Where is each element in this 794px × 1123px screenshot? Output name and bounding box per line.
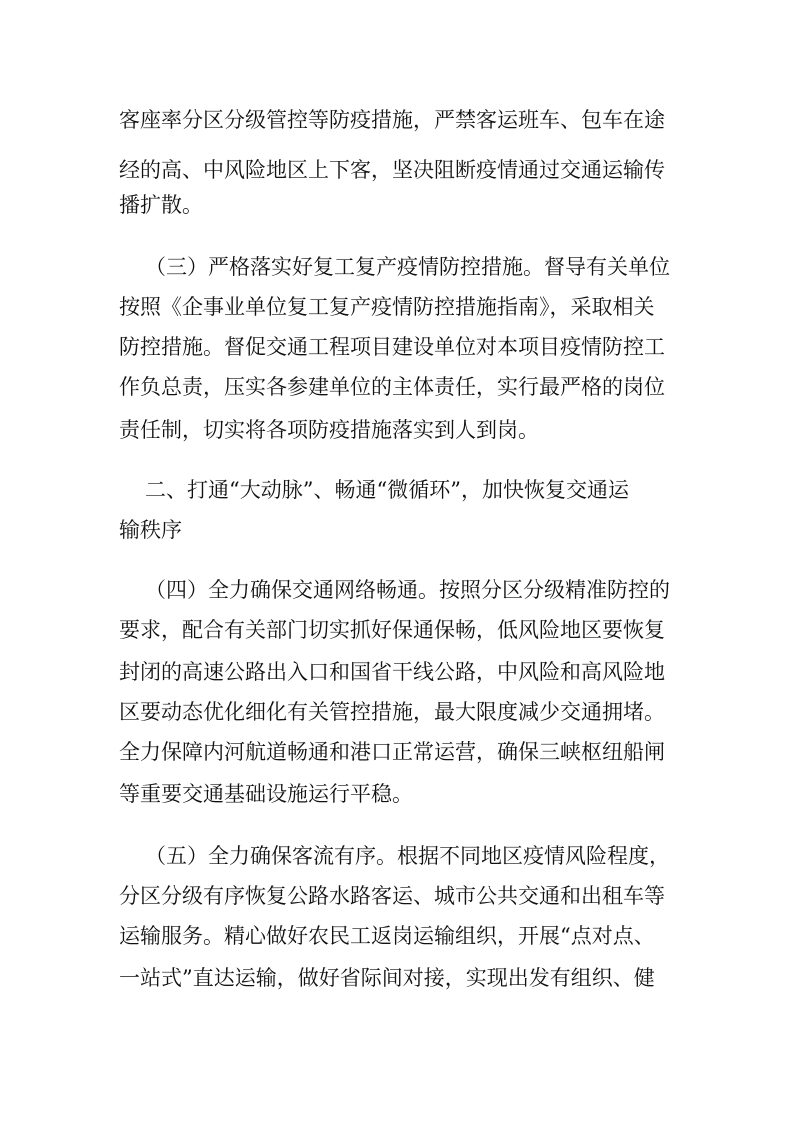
paragraph-line: 作负总责，压实各参建单位的主体责任，实行最严格的岗位: [119, 375, 665, 399]
paragraph-line: 分区分级有序恢复公路水路客运、城市公共交通和出租车等: [119, 884, 665, 908]
paragraph-line: （四）全力确保交通网络畅通。按照分区分级精准防控的: [145, 578, 670, 602]
paragraph-line: 按照《企事业单位复工复产疫情防控措施指南》，采取相关: [119, 295, 655, 319]
paragraph-line: （五）全力确保客流有序。根据不同地区疫情风险程度，: [145, 844, 670, 868]
paragraph-line: 等重要交通基础设施运行平稳。: [119, 782, 413, 806]
paragraph-line: 客座率分区分级管控等防疫措施，严禁客运班车、包车在途: [119, 108, 665, 132]
paragraph-line: 要求，配合有关部门切实抓好保通保畅，低风险地区要恢复: [119, 618, 665, 642]
paragraph-line: 运输服务。精心做好农民工返岗运输组织，开展“点对点、: [119, 924, 655, 948]
paragraph-line: 责任制，切实将各项防疫措施落实到人到岗。: [119, 418, 539, 442]
paragraph-line: （三）严格落实好复工复产疫情防控措施。督导有关单位: [145, 255, 670, 279]
paragraph-line: 封闭的高速公路出入口和国省干线公路，中风险和高风险地: [119, 660, 665, 684]
paragraph-line: 全力保障内河航道畅通和港口正常运营，确保三峡枢纽船闸: [119, 740, 665, 764]
paragraph-line: 区要动态优化细化有关管控措施，最大限度减少交通拥堵。: [119, 700, 665, 724]
paragraph-line: 一站式”直达运输，做好省际间对接，实现出发有组织、健: [119, 966, 655, 990]
section-heading: 二、打通“大动脉”、畅通“微循环”，加快恢复交通运: [145, 478, 629, 502]
section-heading: 输秩序: [119, 518, 182, 542]
paragraph-line: 经的高、中风险地区上下客，坚决阻断疫情通过交通运输传: [119, 158, 665, 182]
paragraph-line: 防控措施。督促交通工程项目建设单位对本项目疫情防控工: [119, 335, 665, 359]
paragraph-line: 播扩散。: [119, 193, 203, 217]
